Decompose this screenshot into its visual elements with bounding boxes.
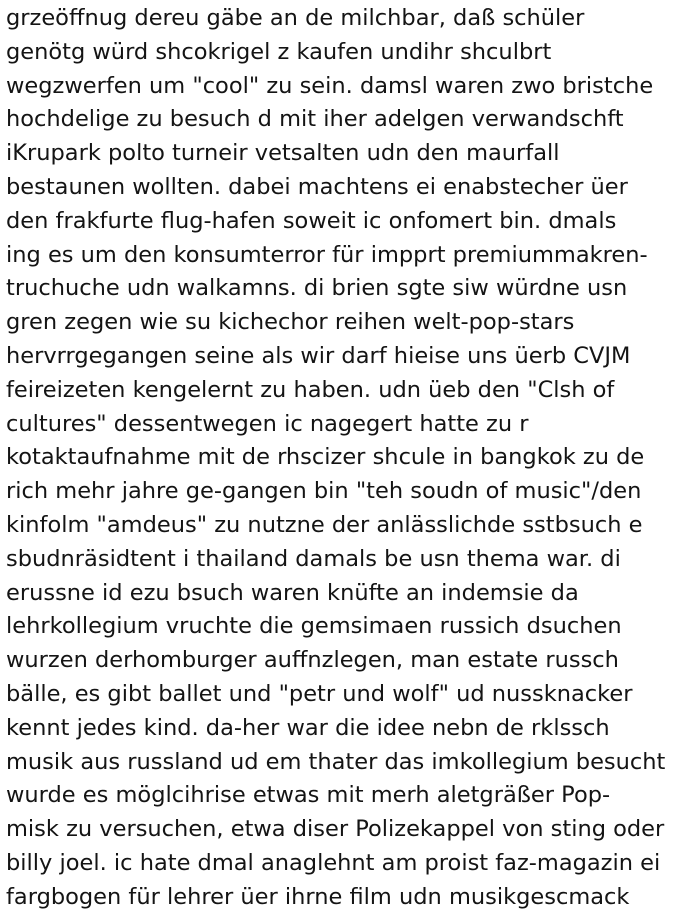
text-line: gren zegen wie su kichechor reihen welt-pop-stars bbox=[6, 309, 575, 336]
text-line: cultures" dessentwegen ic nagegert hatte zu r bbox=[6, 410, 529, 437]
text-line: bestaunen wollten. dabei machtens ei enabstecher üer bbox=[6, 173, 628, 200]
text-line: grzeöffnug dereu gäbe an de milchbar, daß schüler bbox=[6, 5, 585, 31]
text-line: sbudnräsidtent i thailand damals be usn thema war. di bbox=[6, 545, 621, 572]
text-line: hervrrgegangen seine als wir darf hieise uns üerb CVJM bbox=[6, 342, 631, 369]
text-line: erussne id ezu bsuch waren knüfte an indemsie da bbox=[6, 579, 579, 606]
text-line: bälle, es gibt ballet und "petr und wolf" ud nussknacker bbox=[6, 680, 633, 707]
text-line: wurde es möglcihrise etwas mit merh aletgräßer Pop- bbox=[6, 782, 611, 809]
text-line: rich mehr jahre ge-gangen bin "teh soudn of music"/den bbox=[6, 478, 642, 505]
text-line: misk zu versuchen, etwa diser Polizekappel von sting oder bbox=[6, 816, 665, 843]
text-line: lehrkollegium vruchte die gemsimaen russich dsuchen bbox=[6, 613, 622, 640]
text-line: kennt jedes kind. da-her war die idee nebn de rklssch bbox=[6, 714, 610, 741]
text-line: hochdelige zu besuch d mit iher adelgen verwandschft bbox=[6, 106, 624, 133]
text-line: wegzwerfen um "cool" zu sein. damsl waren zwo bristche bbox=[6, 72, 654, 99]
text-line: iKrupark polto turneir vetsalten udn den maurfall bbox=[6, 140, 560, 167]
text-line: den frakfurte flug-hafen soweit ic onfomert bin. dmals bbox=[6, 207, 617, 234]
text-line: billy joel. ic hate dmal anaglehnt am proist faz-magazin ei bbox=[6, 849, 661, 876]
text-line: truchuche udn walkamns. di brien sgte siw würdne usn bbox=[6, 275, 628, 302]
text-line: fargbogen für lehrer üer ihrne film udn musikgescmack bbox=[6, 883, 630, 910]
text-line: musik aus russland ud em thater das imkollegium besucht bbox=[6, 748, 666, 775]
text-line: ing es um den konsumterror für impprt premiummakren- bbox=[6, 241, 648, 268]
text-line: wurzen derhomburger auffnzlegen, man estate russch bbox=[6, 647, 619, 674]
text-line: feireizeten kengelernt zu haben. udn üeb den "Clsh of bbox=[6, 376, 615, 403]
text-line: kinfolm "amdeus" zu nutzne der anlässlichde sstbsuch e bbox=[6, 511, 643, 538]
text-line: genötg würd shcokrigel z kaufen undihr shculbrt bbox=[6, 38, 552, 65]
text-line: kotaktaufnahme mit de rhscizer shcule in bangkok zu de bbox=[6, 444, 645, 471]
